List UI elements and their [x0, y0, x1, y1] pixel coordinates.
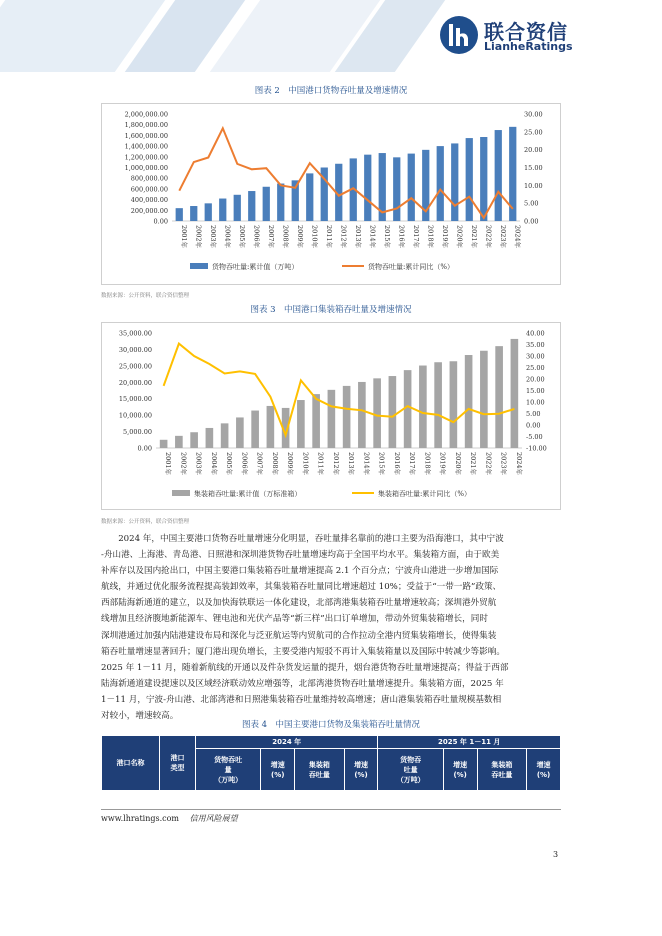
bar — [219, 199, 226, 221]
bar — [277, 184, 284, 221]
bar — [160, 440, 168, 448]
y-right-tick-label: -10.00 — [526, 444, 547, 453]
figure3-chart — [101, 322, 561, 510]
body-line: 西部陆海新通道的建立，以及加快海铁联运一体化建设，北部湾港集装箱吞吐量增速较高；深圳港外贸航 — [101, 598, 497, 609]
header-growth: 增速 (%) — [443, 749, 477, 791]
y-left-tick-label: 600,000.00 — [130, 185, 168, 194]
x-tick-label: 2016年 — [392, 452, 401, 476]
x-tick-label: 2021年 — [469, 225, 478, 249]
bar — [267, 406, 275, 448]
x-tick-label: 2024年 — [513, 225, 522, 249]
x-tick-label: 2004年 — [223, 225, 232, 249]
x-tick-label: 2011年 — [324, 225, 333, 249]
x-tick-label: 2015年 — [377, 452, 386, 476]
figure2-source: 数据来源：公开资料，联合资信整理 — [101, 293, 190, 299]
bar — [450, 361, 458, 448]
y-right-tick-label: 25.00 — [526, 364, 545, 372]
y-right-tick-label: 15.00 — [526, 387, 545, 395]
y-right-tick-label: 20.00 — [524, 146, 543, 155]
x-tick-label: 2022年 — [484, 452, 493, 476]
body-line: 线增加且经济腹地新能源车、锂电池和光伏产品等“新三样”出口订单增加，带动外贸集装箱增长，同时 — [101, 614, 488, 625]
x-tick-label: 2012年 — [339, 225, 348, 249]
x-tick-label: 2014年 — [362, 452, 371, 476]
growth-line — [179, 128, 513, 218]
bar — [408, 154, 415, 221]
y-left-tick-label: 10,000.00 — [118, 411, 152, 420]
growth-line — [164, 344, 515, 436]
y-left-tick-label: 400,000.00 — [130, 196, 168, 205]
bar — [364, 155, 371, 221]
figure3-title: 图表 3 中国港口集装箱吞吐量及增速情况 — [250, 305, 412, 315]
figure2-chart — [101, 103, 561, 285]
company-logo — [440, 14, 640, 60]
x-tick-label: 2005年 — [237, 225, 246, 249]
x-tick-label: 2013年 — [347, 452, 356, 476]
x-tick-label: 2008年 — [281, 225, 290, 249]
x-tick-label: 2002年 — [179, 452, 188, 476]
header-growth: 增速 (%) — [261, 749, 295, 791]
bar — [451, 143, 458, 221]
bar — [373, 378, 381, 448]
x-tick-label: 2015年 — [382, 225, 391, 249]
bar — [328, 390, 336, 448]
y-left-tick-label: 30,000.00 — [118, 345, 152, 354]
x-tick-label: 2003年 — [208, 225, 217, 249]
y-right-tick-label: 10.00 — [524, 181, 543, 190]
legend-bar-label: 集装箱吞吐量:累计值（万标准箱） — [194, 490, 302, 498]
x-tick-label: 2024年 — [514, 452, 523, 476]
y-right-tick-label: 35.00 — [526, 341, 545, 349]
x-tick-label: 2020年 — [453, 452, 462, 476]
bar — [419, 366, 427, 448]
y-right-tick-label: 15.00 — [524, 164, 543, 172]
bar — [312, 394, 320, 448]
page-number: 3 — [553, 850, 559, 859]
x-tick-label: 2006年 — [240, 452, 249, 476]
bar — [434, 362, 442, 448]
bar — [176, 208, 183, 221]
y-right-tick-label: 20.00 — [526, 375, 545, 384]
legend-line-label: 集装箱吞吐量:累计同比（%） — [378, 490, 472, 498]
y-right-tick-label: 10.00 — [526, 398, 545, 407]
x-tick-label: 2011年 — [316, 452, 325, 476]
y-right-tick-label: 30.00 — [524, 110, 543, 119]
footer-divider — [101, 809, 561, 810]
body-line: 2024 年，中国主要港口货物吞吐量增速分化明显，吞吐量排名靠前的港口主要为沿海港口，其中宁波 — [118, 534, 504, 544]
header-2024: 2024 年 — [196, 736, 378, 749]
x-tick-label: 2020年 — [455, 225, 464, 249]
x-tick-label: 2019年 — [440, 225, 449, 249]
y-right-tick-label: 5.00 — [526, 410, 541, 418]
x-tick-label: 2017年 — [408, 452, 417, 476]
y-left-tick-label: 1,400,000.00 — [124, 142, 168, 151]
x-tick-label: 2008年 — [270, 452, 279, 476]
x-tick-label: 2017年 — [411, 225, 420, 249]
bar — [205, 203, 212, 221]
bar — [297, 400, 305, 448]
y-left-tick-label: 5,000.00 — [123, 428, 152, 437]
body-line: 陆海新通道建设提速以及区域经济联动效应增强等，北部湾港货物吞吐量增速提升。集装箱方面，2025 年 — [101, 678, 504, 689]
body-line: -舟山港、上海港、青岛港、日照港和深圳港货物吞吐量增速均高于全国平均水平。集装箱方面，由于欧美 — [101, 550, 500, 561]
x-tick-label: 2018年 — [426, 225, 435, 249]
y-left-tick-label: 25,000.00 — [118, 362, 152, 371]
x-tick-label: 2021年 — [469, 452, 478, 476]
y-right-tick-label: 5.00 — [524, 199, 539, 208]
footer-website: www.lhratings.com — [101, 814, 180, 823]
y-right-tick-label: 0.00 — [526, 421, 541, 430]
bar — [190, 206, 197, 221]
figure4-title: 图表 4 中国主要港口货物及集装箱吞吐量情况 — [241, 720, 421, 730]
bar — [175, 436, 183, 448]
bar — [190, 432, 198, 448]
body-line: 1－11 月，宁波-舟山港、北部湾港和日照港集装箱吞吐量维持较高增速；唐山港集装箱吞吐量规模基数相 — [101, 694, 502, 705]
x-tick-label: 2002年 — [194, 225, 203, 249]
bar — [306, 173, 313, 221]
header-container: 集装箱 吞吐量 — [477, 749, 527, 791]
y-left-tick-label: 1,800,000.00 — [124, 121, 168, 130]
x-tick-label: 2004年 — [209, 452, 218, 476]
figure3-source: 数据来源：公开资料，联合资信整理 — [101, 519, 190, 525]
x-tick-label: 2022年 — [484, 225, 493, 249]
body-line: 航线，并通过优化服务流程提高装卸效率，其集装箱吞吐量同比增速超过 10%；受益于“一带一路”政策、 — [101, 582, 502, 593]
x-tick-label: 2023年 — [499, 452, 508, 476]
x-tick-label: 2016年 — [397, 225, 406, 249]
header-cargo-2024: 货物吞吐 量 （万吨） — [196, 749, 261, 791]
y-left-tick-label: 20,000.00 — [118, 378, 152, 387]
x-tick-label: 2001年 — [164, 452, 173, 476]
bar — [466, 138, 473, 221]
y-left-tick-label: 35,000.00 — [118, 329, 152, 338]
logo-chinese-name: 联合资信 — [484, 20, 568, 44]
x-tick-label: 2010年 — [301, 452, 310, 476]
x-tick-label: 2005年 — [225, 452, 234, 476]
legend-bar-label: 货物吞吐量:累计值（万吨） — [212, 263, 299, 271]
bar — [480, 351, 488, 448]
y-right-tick-label: 30.00 — [526, 352, 545, 361]
y-right-tick-label: 25.00 — [524, 128, 543, 137]
header-growth: 增速 (%) — [344, 749, 378, 791]
legend-bar-swatch — [172, 490, 190, 496]
header-port-name: 港口名称 — [102, 736, 160, 791]
bar — [251, 411, 259, 448]
x-tick-label: 2013年 — [353, 225, 362, 249]
bar — [495, 130, 502, 221]
y-left-tick-label: 1,600,000.00 — [124, 131, 168, 140]
y-right-tick-label: -5.00 — [526, 433, 543, 441]
header-port-type: 港口 类型 — [160, 736, 196, 791]
bar — [358, 382, 366, 448]
x-tick-label: 2009年 — [286, 452, 295, 476]
x-tick-label: 2006年 — [252, 225, 261, 249]
y-right-tick-label: 40.00 — [526, 329, 545, 338]
x-tick-label: 2012年 — [331, 452, 340, 476]
x-tick-label: 2007年 — [266, 225, 275, 249]
body-line: 箱吞吐量增速显著回升；厦门港出现负增长，主要受港内短驳不再计入集装箱量以及国际中转减少等影响。 — [101, 646, 505, 657]
header-2025: 2025 年 1－11 月 — [378, 736, 561, 749]
body-line: 深圳港通过加强内陆港建设布局和深化与泛亚航运等内贸航司的合作拉动全港内贸集装箱增长，使得集装 — [101, 630, 497, 641]
y-left-tick-label: 1,000,000.00 — [124, 164, 168, 172]
legend-line-label: 货物吞吐量:累计同比（%） — [368, 263, 455, 271]
x-tick-label: 2010年 — [310, 225, 319, 249]
header-cargo-2025: 货物吞 吐量 （万吨） — [378, 749, 443, 791]
bar — [263, 187, 270, 221]
x-tick-label: 2009年 — [295, 225, 304, 249]
body-paragraph — [101, 531, 561, 724]
bar — [248, 191, 255, 221]
x-tick-label: 2018年 — [423, 452, 432, 476]
figure2-chart-svg — [102, 104, 560, 284]
legend-bar-swatch — [190, 263, 208, 269]
bar — [221, 423, 229, 448]
header-growth: 增速 (%) — [527, 749, 561, 791]
y-left-tick-label: 15,000.00 — [118, 395, 152, 404]
figure3-chart-svg — [102, 323, 560, 509]
bar — [234, 195, 241, 221]
body-line: 补库存以及国内抢出口，中国主要港口集装箱吞吐量增速提高 2.1 个百分点；宁波舟山港进一步增加国际 — [101, 566, 499, 577]
bar — [480, 137, 487, 221]
bar — [495, 346, 503, 448]
x-tick-label: 2003年 — [194, 452, 203, 476]
x-tick-label: 2001年 — [179, 225, 188, 249]
figure4-table — [101, 735, 561, 791]
y-left-tick-label: 800,000.00 — [130, 174, 168, 183]
bar — [236, 417, 244, 448]
bar — [393, 157, 400, 221]
y-left-tick-label: 0.00 — [153, 217, 168, 226]
logo-mark-icon — [440, 16, 478, 54]
logo-english-name: LianheRatings — [484, 40, 573, 53]
bar — [437, 146, 444, 221]
x-tick-label: 2023年 — [498, 225, 507, 249]
y-left-tick-label: 2,000,000.00 — [124, 110, 168, 119]
bar — [206, 428, 214, 448]
x-tick-label: 2019年 — [438, 452, 447, 476]
y-left-tick-label: 1,200,000.00 — [124, 153, 168, 162]
x-tick-label: 2014年 — [368, 225, 377, 249]
bar — [389, 376, 397, 448]
x-tick-label: 2007年 — [255, 452, 264, 476]
y-right-tick-label: 0.00 — [524, 217, 539, 226]
footer-info — [101, 813, 238, 824]
footer-slogan: 信用风险展望 — [189, 814, 238, 823]
header-container: 集装箱 吞吐量 — [295, 749, 345, 791]
y-left-tick-label: 0.00 — [137, 444, 152, 453]
figure2-title: 图表 2 中国港口货物吞吐量及增速情况 — [254, 86, 408, 96]
y-left-tick-label: 200,000.00 — [130, 206, 168, 215]
bar — [343, 386, 351, 448]
bar — [465, 355, 473, 448]
body-line: 对较小，增速较高。 — [101, 711, 179, 722]
bar — [511, 339, 519, 448]
body-line: 2025 年 1－11 月，随着新航线的开通以及件杂货发运量的提升，烟台港货物吞吐量增速提高；得益于西部 — [101, 662, 509, 673]
